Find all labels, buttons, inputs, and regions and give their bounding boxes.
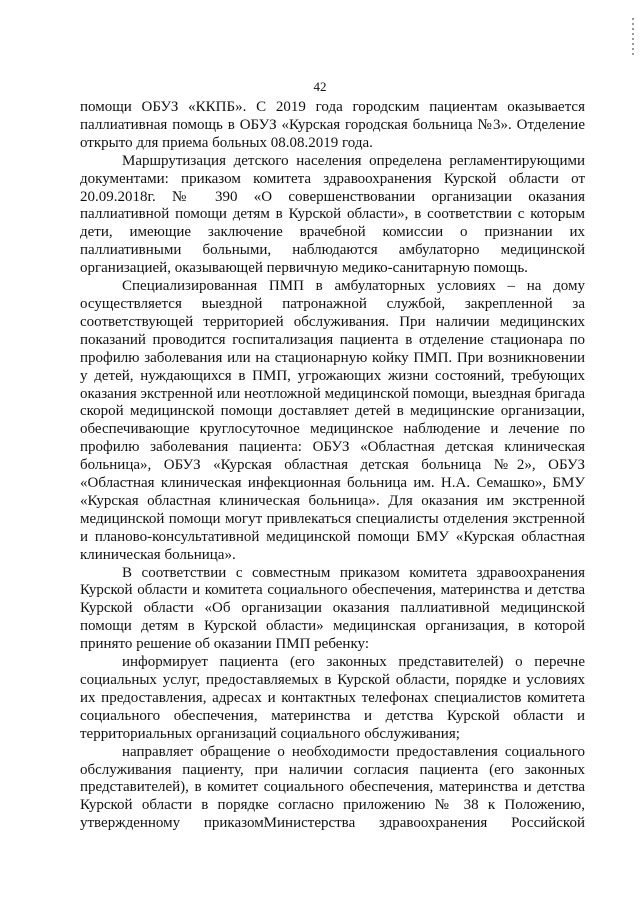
paragraph-informs-patient: информирует пациента (его законных представителей) о перечне социальных услуг, предоставляемых в Курской области, порядке и условиях их предоставления, адресах и контактных телефонах специалистов комитета социального обеспечения, материнства и детства Курской области и территориальных организаций социального обслуживания; bbox=[80, 654, 585, 742]
paragraph-sends-request: направляет обращение о необходимости предоставления социального обслуживания пациенту, при наличии согласия пациента (его законных представителей), в комитет социального обеспечения, материнства и детства Курской области в порядке согласно приложению № 38 к Положению, утвержденному приказомМинистерства здравоохранения Российской bbox=[80, 743, 585, 832]
page-number: 42 bbox=[313, 79, 327, 94]
edge-scan-mark bbox=[632, 18, 634, 58]
document-body bbox=[80, 99, 585, 833]
paragraph-specialized-care: Специализированная ПМП в амбулаторных условиях – на дому осуществляется выездной патронажной службой, закрепленной за соответствующей территорией обслуживания. При наличии медицинских показаний проводится госпитализация пациента в отделение стационара по профилю заболевания или на стационарную койку ПМП. При возникновении у детей, нуждающихся в ПМП, угрожающих жизни состояний, требующих оказания экстренной или неотложной медицинской помощи, выездная бригада скорой медицинской помощи доставляет детей в медицинские организации, обеспечивающие круглосуточное медицинское наблюдение и лечение по профилю заболевания пациента: ОБУЗ «Областная детская клиническая больница», ОБУЗ «Курская областная детская больница №2», ОБУЗ «Областная клиническая инфекционная больница им. Н.А. Семашко», БМУ «Курская областная клиническая больница». Для оказания им экстренной медицинской помощи могут привлекаться специалисты отделения экстренной и планово-консультативной медицинской помощи БМУ «Курская областная клиническая больница». bbox=[80, 278, 585, 563]
paragraph-palliative-hospital: помощи ОБУЗ «ККПБ». С 2019 года городским пациентам оказывается паллиативная помощь в ОБУЗ «Курская городская больница №3». Отделение открыто для приема больных 08.08.2019 года. bbox=[80, 99, 585, 151]
paragraph-children-routing: Маршрутизация детского населения определена регламентирующими документами: приказом комитета здравоохранения Курской области от 20.09.2018г. № 390 «О совершенствовании организации оказания паллиативной помощи детям в Курской области», в соответствии с которым дети, имеющие заключение врачебной комиссии о признании их паллиативными больными, наблюдаются амбулаторно медицинской организацией, оказывающей первичную медико-санитарную помощь. bbox=[80, 152, 585, 277]
paragraph-joint-order: В соответствии с совместным приказом комитета здравоохранения Курской области и комитета социального обеспечения, материнства и детства Курской области «Об организации оказания паллиативной медицинской помощи детям в Курской области» медицинская организация, в которой принято решение об оказании ПМП ребенку: bbox=[80, 564, 585, 653]
